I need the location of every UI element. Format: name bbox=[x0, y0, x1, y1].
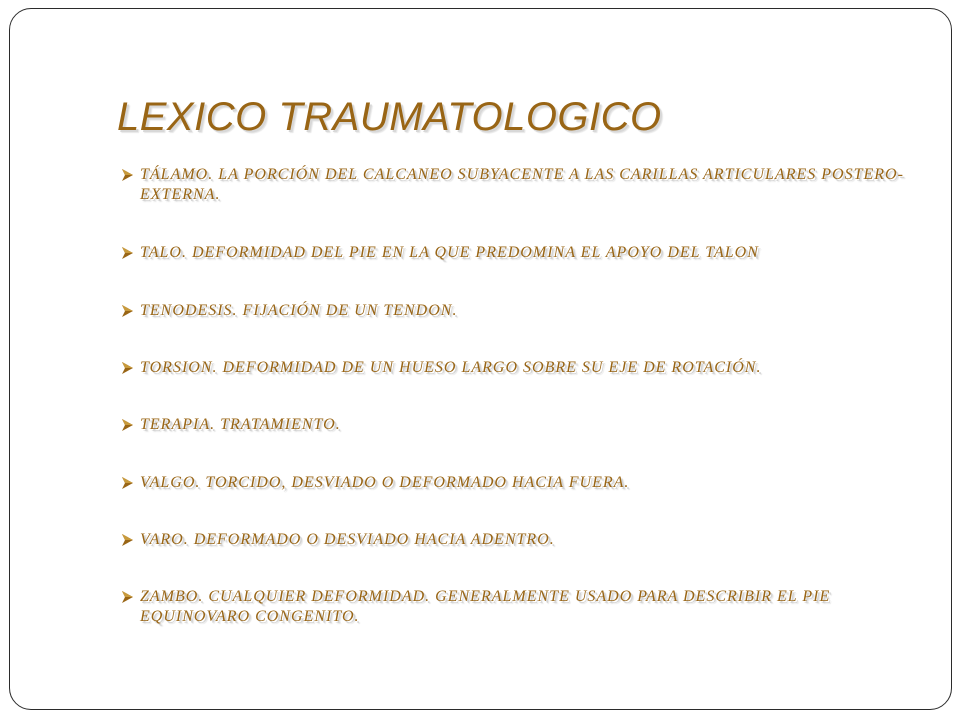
arrow-bullet-icon bbox=[122, 165, 140, 185]
slide-title: LEXICO TRAUMATOLOGICO bbox=[117, 95, 662, 139]
bullet-item bbox=[122, 415, 912, 435]
arrow-bullet-icon bbox=[122, 415, 140, 435]
bullet-item bbox=[122, 587, 912, 627]
bullet-text: TORSION. DEFORMIDAD DE UN HUESO LARGO SOBRE SU EJE DE ROTACIÓN. bbox=[140, 359, 762, 376]
bullet-text: TALO. DEFORMIDAD DEL PIE EN LA QUE PREDOMINA EL APOYO DEL TALON bbox=[140, 244, 759, 261]
arrow-bullet-icon bbox=[122, 243, 140, 263]
arrow-bullet-icon bbox=[122, 358, 140, 378]
bullet-text: ZAMBO. CUALQUIER DEFORMIDAD. GENERALMENTE USADO PARA DESCRIBIR EL PIE EQUINOVARO CONGENITO. bbox=[140, 588, 831, 625]
bullet-item bbox=[122, 530, 912, 550]
bullet-item bbox=[122, 473, 912, 493]
arrow-bullet-icon bbox=[122, 530, 140, 550]
bullet-text: VALGO. TORCIDO, DESVIADO O DEFORMADO HACIA FUERA. bbox=[140, 474, 630, 491]
arrow-bullet-icon bbox=[122, 473, 140, 493]
bullet-item bbox=[122, 301, 912, 321]
slide-frame bbox=[9, 8, 952, 710]
bullet-item bbox=[122, 358, 912, 378]
bullet-text: TENODESIS. FIJACIÓN DE UN TENDON. bbox=[140, 302, 458, 319]
bullet-item bbox=[122, 165, 912, 205]
bullet-text: VARO. DEFORMADO O DESVIADO HACIA ADENTRO. bbox=[140, 531, 555, 548]
arrow-bullet-icon bbox=[122, 587, 140, 607]
bullet-text: TÁLAMO. LA PORCIÓN DEL CALCANEO SUBYACENTE A LAS CARILLAS ARTICULARES POSTERO-EXTERNA. bbox=[140, 166, 904, 203]
bullet-item bbox=[122, 243, 912, 263]
arrow-bullet-icon bbox=[122, 301, 140, 321]
bullet-text: TERAPIA. TRATAMIENTO. bbox=[140, 416, 341, 433]
